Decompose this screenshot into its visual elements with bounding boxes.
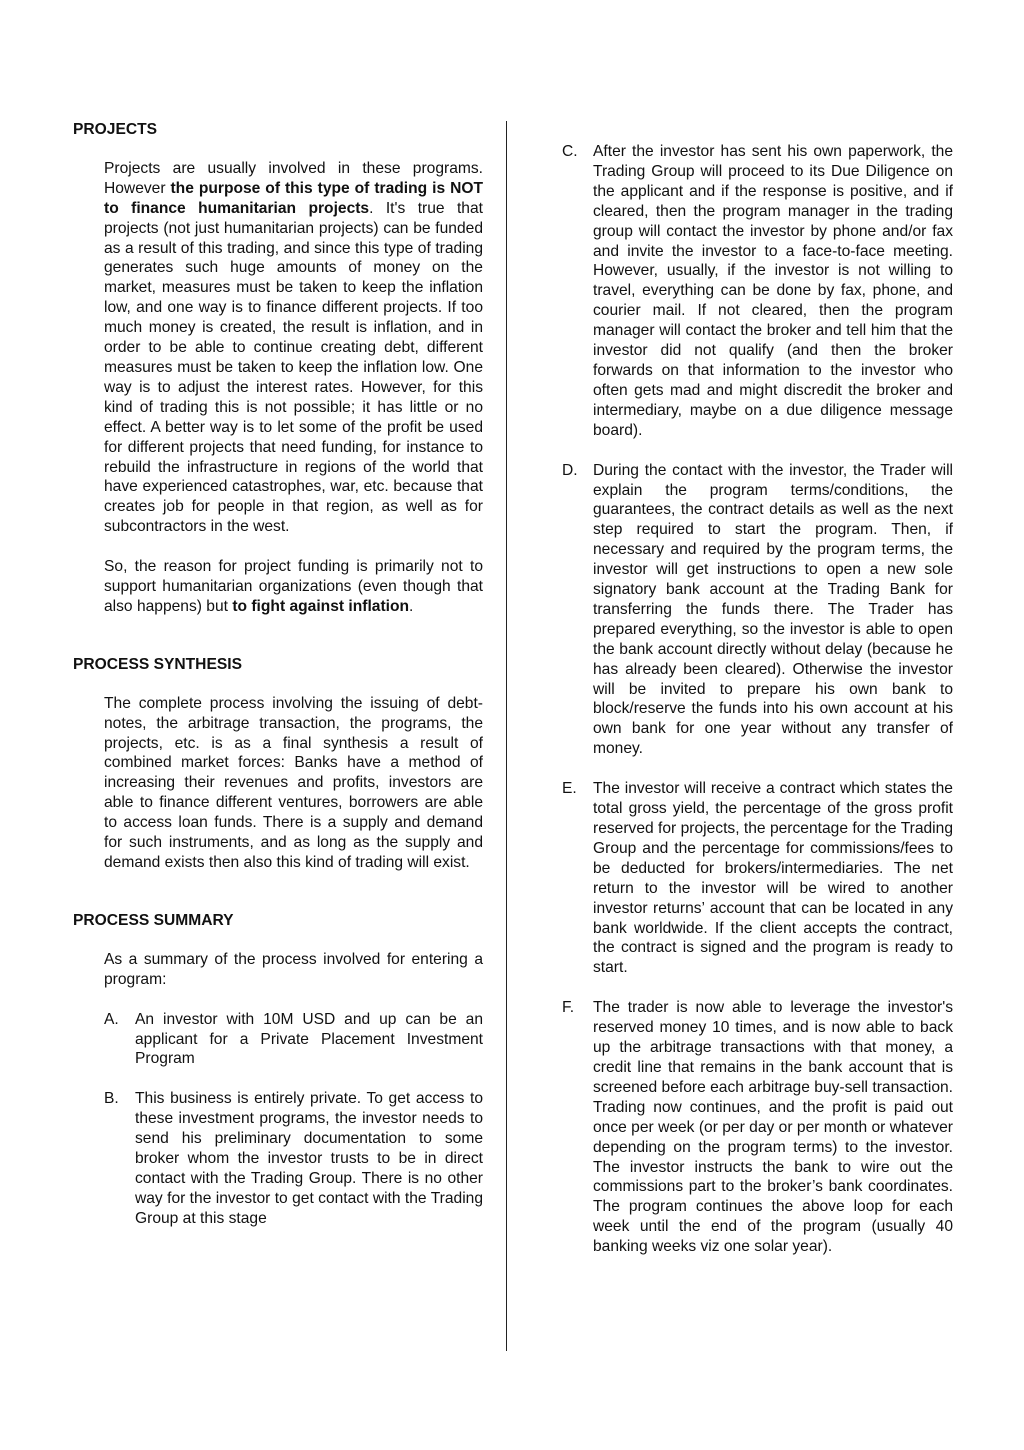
item-text: After the investor has sent his own paperwork, the Trading Group will proceed to its Due Diligence on the applicant and if the response is positive, and if cleared, then the program manager in the trading group will contact the investor by phone and/or fax and invite the investor to a face-to-face meeting. However, usually, if the investor is not willing to travel, everything can be done by fax, phone, and courier mail. If not cleared, then the program manager will contact the broker and tell him that the investor did not qualify (and then the broker forwards on that information to the investor who often gets mad and might discredit the broker and intermediary, maybe on a due diligence message board). [593,143,953,439]
summary-item-f [562,998,953,1257]
projects-paragraph-2 [104,557,483,617]
column-divider [506,121,507,1351]
synthesis-paragraph: The complete process involving the issuing of debt-notes, the arbitrage transaction, the programs, the projects, etc. is as a final synthesis a result of combined market forces: Banks have a method of increasing their revenues and profits, investors are able to finance different ventures, borrowers are able to access loan funds. There is a supply and demand for such instruments, and as long as the supply and demand exists then also this kind of trading will exist. [104,694,483,871]
item-text: During the contact with the investor, the Trader will explain the program terms/conditions, the guarantees, the contract details as well as the next step required to start the program. Then, if necessary and required by the program terms, the investor will get instructions to open a new sole signatory bank account at the Trading Bank for transferring the funds there. The Trader has prepared everything, so the investor is able to open the bank account directly without delay (because he has already been cleared). Otherwise the investor will be invited to prepare his own bank to block/reserve the funds into his own account at his own bank for one year without any transfer of money. [593,461,953,758]
projects-heading: PROJECTS [73,121,158,138]
projects-p2-text-c: . [409,597,414,615]
item-text: The trader is now able to leverage the investor's reserved money 10 times, and is now able to back up the arbitrage transactions with that money, a credit line that remains in the bank account that is screened before each arbitrage buy-sell transaction. Trading now continues, and the profit is paid out once per week (or per day or per month or whatever depending on the program terms) to the investor. The investor instructs the bank to wire out the commissions part to the broker’s bank coordinates. The program continues the above loop for each week until the end of the program (usually 40 banking weeks viz one solar year). [593,999,953,1256]
projects-p2-emphasis: to fight against inflation [232,597,410,615]
synthesis-heading: PROCESS SYNTHESIS [73,655,242,673]
item-letter: B. [104,1090,119,1108]
item-letter: A. [104,1010,119,1028]
projects-paragraph-1 [104,159,483,537]
summary-item-d [562,461,953,760]
summary-item-b [104,1089,483,1228]
item-letter: C. [562,143,578,160]
item-text: This business is entirely private. To get access to these investment programs, the investor needs to send his preliminary documentation to some broker whom the investor trusts to be in direct contact with the Trading Group. There is no other way for the investor to get contact with the Trading Group at this stage [135,1090,483,1227]
summary-item-a [104,1010,483,1070]
item-text: The investor will receive a contract which states the total gross yield, the percentage of the gross profit reserved for projects, the percentage for the Trading Group and the percentage for commissions/fees to be deducted for brokers/intermediaries. The net return to the investor will be wired to another investor returns’ account that can be located in any bank worldwide. If the client accepts the contract, the contract is signed and the program is ready to start. [593,780,953,977]
summary-heading: PROCESS SUMMARY [73,911,234,929]
item-letter: F. [562,999,575,1017]
right-column [562,142,953,1257]
projects-p1-text-a: Projects are usually involved in these programs. However [104,159,483,197]
projects-p1-emphasis: the purpose of this type of trading is NOT to finance humanitarian projects [104,179,483,217]
projects-p2-text-a: So, the reason for project funding is primarily not to support humanitarian organizations (even though that also happens) but [104,558,483,615]
summary-intro: As a summary of the process involved for entering a program: [104,950,483,988]
item-letter: E. [562,780,577,798]
summary-item-c [562,142,953,441]
item-letter: D. [562,461,578,479]
left-column [73,120,483,1229]
summary-item-e [562,779,953,978]
projects-p1-text-c: . It's true that projects (not just humanitarian projects) can be funded as a result of this trading, and since this type of trading generates such huge amounts of money on the market, measures must be taken to keep the inflation low, and one way is to finance different projects. If too much money is created, the result is inflation, and in order to be able to continue creating debt, different measures must be taken to keep the inflation low. One way is to adjust the interest rates. However, for this kind of trading this is not possible; it has little or no effect. A better way is to let some of the profit be used for different projects that need funding, for instance to rebuild the infrastructure in regions of the world that have experienced catastrophes, war, etc. because that creates job for people in that region, as well as for subcontractors in the west. [104,199,483,536]
item-text: An investor with 10M USD and up can be an applicant for a Private Placement Investment Program [135,1010,483,1068]
